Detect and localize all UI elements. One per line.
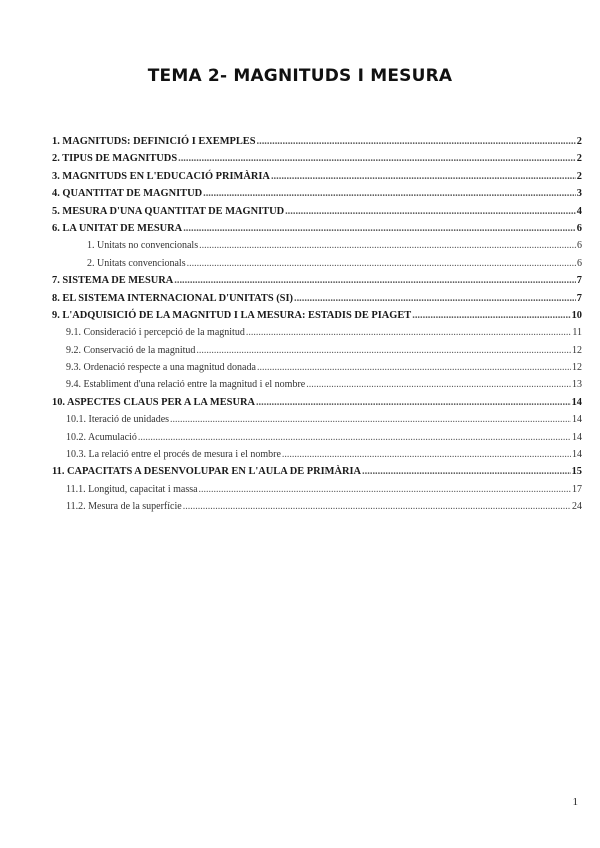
toc-entry-label: 10.1. Iteració de unidades	[66, 414, 170, 426]
toc-entry-label: 3. MAGNITUDS EN L'EDUCACIÓ PRIMÀRIA	[52, 170, 270, 182]
toc-entry-label: 5. MESURA D'UNA QUANTITAT DE MAGNITUD	[52, 205, 285, 217]
toc-entry-label: 9. L'ADQUISICIÓ DE LA MAGNITUD I LA MESURA: ESTADIS DE PIAGET	[52, 309, 412, 321]
toc-dot-leader	[178, 150, 576, 167]
toc-dot-leader	[256, 394, 571, 411]
toc-entry-page: 12	[572, 362, 582, 374]
toc-section-link[interactable]	[52, 185, 582, 202]
toc-section-link[interactable]	[52, 168, 582, 185]
toc-subsection-link[interactable]	[52, 359, 582, 376]
toc-entry-label: 9.4. Establiment d'una relació entre la magnitud i el nombre	[66, 379, 306, 391]
toc-entry-page: 14	[572, 414, 582, 426]
toc-dot-leader	[170, 411, 571, 428]
page-number: 1	[572, 796, 578, 808]
toc-section-link[interactable]	[52, 290, 582, 307]
toc-entry-label: 11.2. Mesura de la superfície	[66, 501, 182, 513]
toc-dot-leader	[174, 272, 576, 289]
toc-entry-label: 10.3. La relació entre el procés de mesura i el nombre	[66, 449, 281, 461]
toc-subsection-link[interactable]	[52, 411, 582, 428]
toc-section-link[interactable]	[52, 307, 582, 324]
toc-entry-page: 6	[577, 257, 582, 269]
toc-entry-page: 2	[576, 153, 582, 165]
toc-entry-page: 7	[576, 292, 582, 304]
table-of-contents	[52, 133, 582, 516]
toc-dot-leader	[294, 290, 576, 307]
toc-entry-page: 14	[572, 449, 582, 461]
toc-subsection-link[interactable]	[52, 429, 582, 446]
toc-dot-leader	[257, 133, 576, 150]
toc-section-link[interactable]	[52, 272, 582, 289]
toc-subsection-link[interactable]	[52, 324, 582, 341]
toc-entry-page: 2	[576, 170, 582, 182]
toc-entry-page: 6	[576, 222, 582, 234]
toc-subsection-link[interactable]	[52, 481, 582, 498]
toc-entry-page: 2	[576, 136, 582, 147]
toc-entry-page: 14	[572, 431, 582, 443]
toc-entry-label: 9.2. Conservació de la magnitud	[66, 344, 196, 356]
toc-section-link[interactable]	[52, 133, 582, 150]
toc-subsection-link[interactable]	[52, 498, 582, 515]
toc-entry-label: 10.2. Acumulació	[66, 431, 137, 443]
toc-entry-label: 1. MAGNITUDS: DEFINICIÓ I EXEMPLES	[52, 136, 256, 147]
toc-dot-leader	[138, 429, 571, 446]
toc-section-link[interactable]	[52, 150, 582, 167]
toc-entry-label: 9.1. Consideració i percepció de la magnitud	[66, 327, 245, 339]
page-title: TEMA 2- MAGNITUDS I MESURA	[147, 66, 453, 86]
toc-dot-leader	[412, 307, 570, 324]
toc-entry-page: 11	[572, 327, 582, 339]
toc-subsection-link[interactable]	[52, 376, 582, 393]
toc-section-link[interactable]	[52, 394, 582, 411]
toc-entry-label: 10. ASPECTES CLAUS PER A LA MESURA	[52, 396, 255, 408]
toc-entry-label: 4. QUANTITAT DE MAGNITUD	[52, 188, 203, 200]
toc-entry-page: 4	[576, 205, 582, 217]
toc-entry-page: 17	[572, 483, 582, 495]
toc-entry-label: 9.3. Ordenació respecte a una magnitud donada	[66, 362, 256, 374]
toc-dot-leader	[246, 324, 572, 341]
toc-entry-page: 24	[572, 501, 582, 513]
toc-dot-leader	[196, 342, 571, 359]
toc-dot-leader	[271, 168, 576, 185]
toc-dot-leader	[199, 481, 571, 498]
toc-subsection-link[interactable]	[52, 446, 582, 463]
toc-section-link[interactable]	[52, 220, 582, 237]
toc-entry-label: 8. EL SISTEMA INTERNACIONAL D'UNITATS (SI)	[52, 292, 293, 304]
toc-subsection-link[interactable]	[52, 255, 582, 272]
toc-dot-leader	[257, 359, 571, 376]
toc-section-link[interactable]	[52, 203, 582, 220]
toc-entry-page: 10	[571, 309, 582, 321]
toc-entry-page: 3	[576, 188, 582, 200]
toc-dot-leader	[203, 185, 576, 202]
toc-subsection-link[interactable]	[52, 237, 582, 254]
toc-entry-page: 15	[571, 466, 582, 478]
toc-entry-label: 2. TIPUS DE MAGNITUDS	[52, 153, 178, 165]
toc-entry-label: 6. LA UNITAT DE MESURA	[52, 222, 183, 234]
toc-dot-leader	[199, 237, 576, 254]
toc-entry-label: 11. CAPACITATS A DESENVOLUPAR EN L'AULA DE PRIMÀRIA	[52, 466, 362, 478]
toc-dot-leader	[282, 446, 571, 463]
toc-entry-label: 11.1. Longitud, capacitat i massa	[66, 483, 198, 495]
toc-entry-page: 7	[576, 275, 582, 287]
toc-subsection-link[interactable]	[52, 342, 582, 359]
toc-dot-leader	[306, 376, 571, 393]
toc-entry-label: 7. SISTEMA DE MESURA	[52, 275, 174, 287]
toc-dot-leader	[285, 203, 576, 220]
toc-dot-leader	[187, 255, 576, 272]
toc-section-link[interactable]	[52, 463, 582, 480]
toc-dot-leader	[183, 498, 571, 515]
toc-entry-label: 1. Unitats no convencionals	[87, 240, 199, 252]
toc-dot-leader	[362, 463, 571, 480]
toc-dot-leader	[183, 220, 576, 237]
toc-entry-label: 2. Unitats convencionals	[87, 257, 186, 269]
toc-entry-page: 12	[572, 344, 582, 356]
toc-entry-page: 6	[577, 240, 582, 252]
toc-entry-page: 14	[571, 396, 582, 408]
toc-entry-page: 13	[572, 379, 582, 391]
